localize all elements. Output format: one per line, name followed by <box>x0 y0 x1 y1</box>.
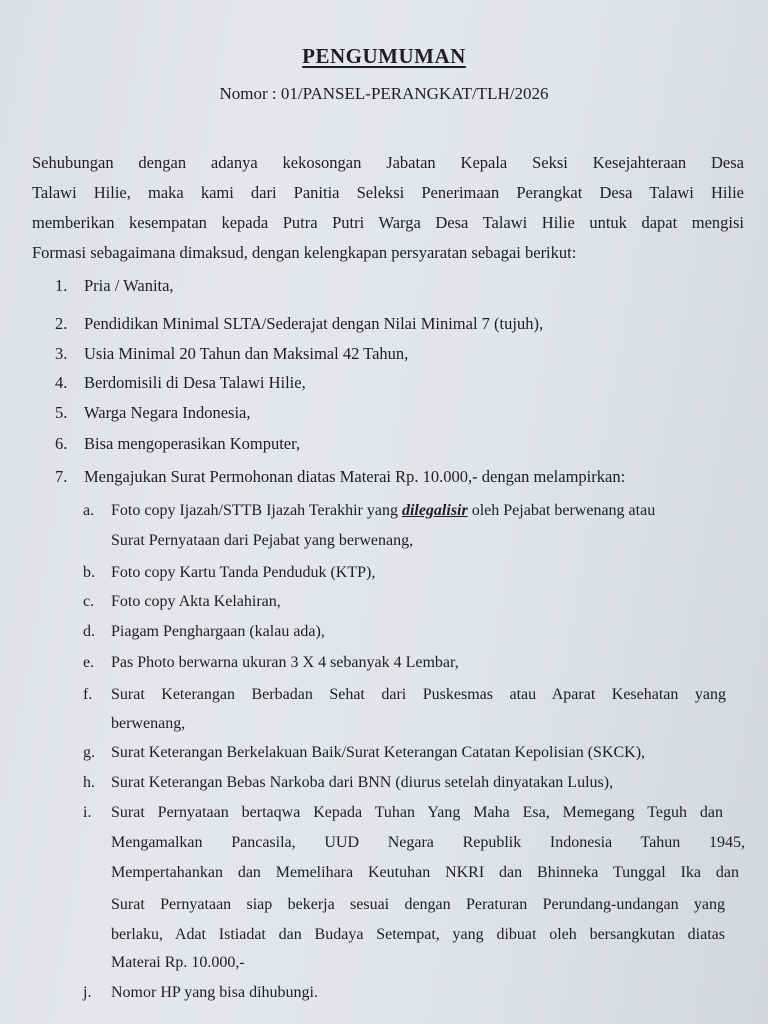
requirement-number: 2. <box>55 314 68 333</box>
attachment-text: berlaku, Adat Istiadat dan Budaya Setempat, yang dibuat oleh bersangkutan diatas <box>111 926 725 943</box>
attachment-letter: d. <box>83 623 95 640</box>
attachment-item-i-continued <box>111 864 739 882</box>
attachment-letter: f. <box>83 686 93 703</box>
attachment-text: Nomor HP yang bisa dihubungi. <box>111 984 318 1001</box>
intro-line: Formasi sebagaimana dimaksud, dengan kelengkapan persyaratan sebagai berikut: <box>32 243 577 262</box>
emphasized-word: dilegalisir <box>401 502 468 519</box>
attachment-letter: c. <box>83 593 95 610</box>
attachment-item-e <box>83 654 459 672</box>
attachment-text: Foto copy Ijazah/STTB Ijazah Terakhir yang <box>111 502 402 519</box>
requirement-item <box>55 434 300 454</box>
attachment-item-d <box>83 623 325 641</box>
attachment-item-a-continued: Surat Pernyataan dari Pejabat yang berwenang, <box>111 532 414 549</box>
attachment-item-i-continued: Materai Rp. 10.000,- <box>111 954 245 971</box>
attachment-item-c <box>83 593 281 611</box>
attachment-item-f-continued: berwenang, <box>111 715 186 732</box>
requirement-text: Warga Negara Indonesia, <box>84 403 251 422</box>
requirement-text: Pendidikan Minimal SLTA/Sederajat dengan Nilai Minimal 7 (tujuh), <box>84 314 544 333</box>
requirement-number: 6. <box>55 434 68 453</box>
attachment-item-i-continued <box>111 834 745 852</box>
attachment-letter: h. <box>83 774 95 791</box>
attachment-text: oleh Pejabat berwenang atau <box>467 502 656 519</box>
attachment-text: Surat Pernyataan bertaqwa Kepada Tuhan Yang Maha Esa, Memegang Teguh dan <box>111 804 723 821</box>
requirement-number: 3. <box>55 344 68 363</box>
intro-paragraph <box>32 148 744 268</box>
attachment-text: Pas Photo berwarna ukuran 3 X 4 sebanyak 4 Lembar, <box>111 654 459 671</box>
attachment-letter: e. <box>83 654 95 671</box>
attachment-letter: j. <box>83 984 92 1001</box>
attachment-item-a <box>83 502 655 520</box>
requirement-text: Berdomisili di Desa Talawi Hilie, <box>84 373 306 392</box>
attachment-text: Foto copy Akta Kelahiran, <box>111 593 281 610</box>
requirement-number: 1. <box>55 276 68 295</box>
attachment-text: Mempertahankan dan Memelihara Keutuhan NKRI dan Bhinneka Tunggal Ika dan <box>111 864 739 881</box>
attachment-letter: g. <box>83 744 95 761</box>
attachment-text: Surat Keterangan Bebas Narkoba dari BNN (diurus setelah dinyatakan Lulus), <box>111 774 614 791</box>
attachment-text: Surat Pernyataan siap bekerja sesuai dengan Peraturan Perundang-undangan yang <box>111 896 725 913</box>
requirement-text: Pria / Wanita, <box>84 276 174 295</box>
attachment-item-i <box>83 804 723 822</box>
intro-line: memberikan kesempatan kepada Putra Putri Warga Desa Talawi Hilie untuk dapat mengisi <box>32 213 744 232</box>
attachment-item-g <box>83 744 645 762</box>
attachment-item-i-continued <box>111 926 725 944</box>
requirement-number: 4. <box>55 373 68 392</box>
attachment-text: Foto copy Kartu Tanda Penduduk (KTP), <box>111 564 376 581</box>
intro-line: Sehubungan dengan adanya kekosongan Jabatan Kepala Seksi Kesejahteraan Desa <box>32 153 744 172</box>
requirement-item <box>55 403 251 423</box>
document-number: Nomor : 01/PANSEL-PERANGKAT/TLH/2026 <box>219 84 549 103</box>
requirement-item <box>55 344 408 364</box>
attachment-item-h <box>83 774 613 792</box>
requirement-text: Bisa mengoperasikan Komputer, <box>84 434 301 453</box>
requirement-text: Usia Minimal 20 Tahun dan Maksimal 42 Tahun, <box>84 344 409 363</box>
attachment-letter: i. <box>83 804 92 821</box>
intro-line: Talawi Hilie, maka kami dari Panitia Seleksi Penerimaan Perangkat Desa Talawi Hilie <box>32 183 744 202</box>
requirement-item <box>55 276 174 296</box>
requirement-text: Mengajukan Surat Permohonan diatas Materai Rp. 10.000,- dengan melampirkan: <box>84 467 626 486</box>
requirement-item <box>55 467 625 487</box>
document-title: PENGUMUMAN <box>302 44 466 68</box>
attachment-text: Piagam Penghargaan (kalau ada), <box>111 623 325 640</box>
requirement-item <box>55 314 543 334</box>
attachment-text: Surat Keterangan Berbadan Sehat dari Puskesmas atau Aparat Kesehatan yang <box>111 686 726 703</box>
attachment-text: Mengamalkan Pancasila, UUD Negara Republik Indonesia Tahun 1945, <box>111 834 745 851</box>
attachment-item-j <box>83 984 318 1002</box>
requirement-item <box>55 373 306 393</box>
requirement-number: 7. <box>55 467 68 486</box>
attachment-item-f <box>83 686 726 704</box>
attachment-text: Surat Keterangan Berkelakuan Baik/Surat Keterangan Catatan Kepolisian (SKCK), <box>111 744 646 761</box>
attachment-letter: b. <box>83 564 95 581</box>
requirement-number: 5. <box>55 403 68 422</box>
attachment-item-i-continued <box>111 896 725 914</box>
attachment-item-b <box>83 564 375 582</box>
attachment-letter: a. <box>83 502 95 519</box>
